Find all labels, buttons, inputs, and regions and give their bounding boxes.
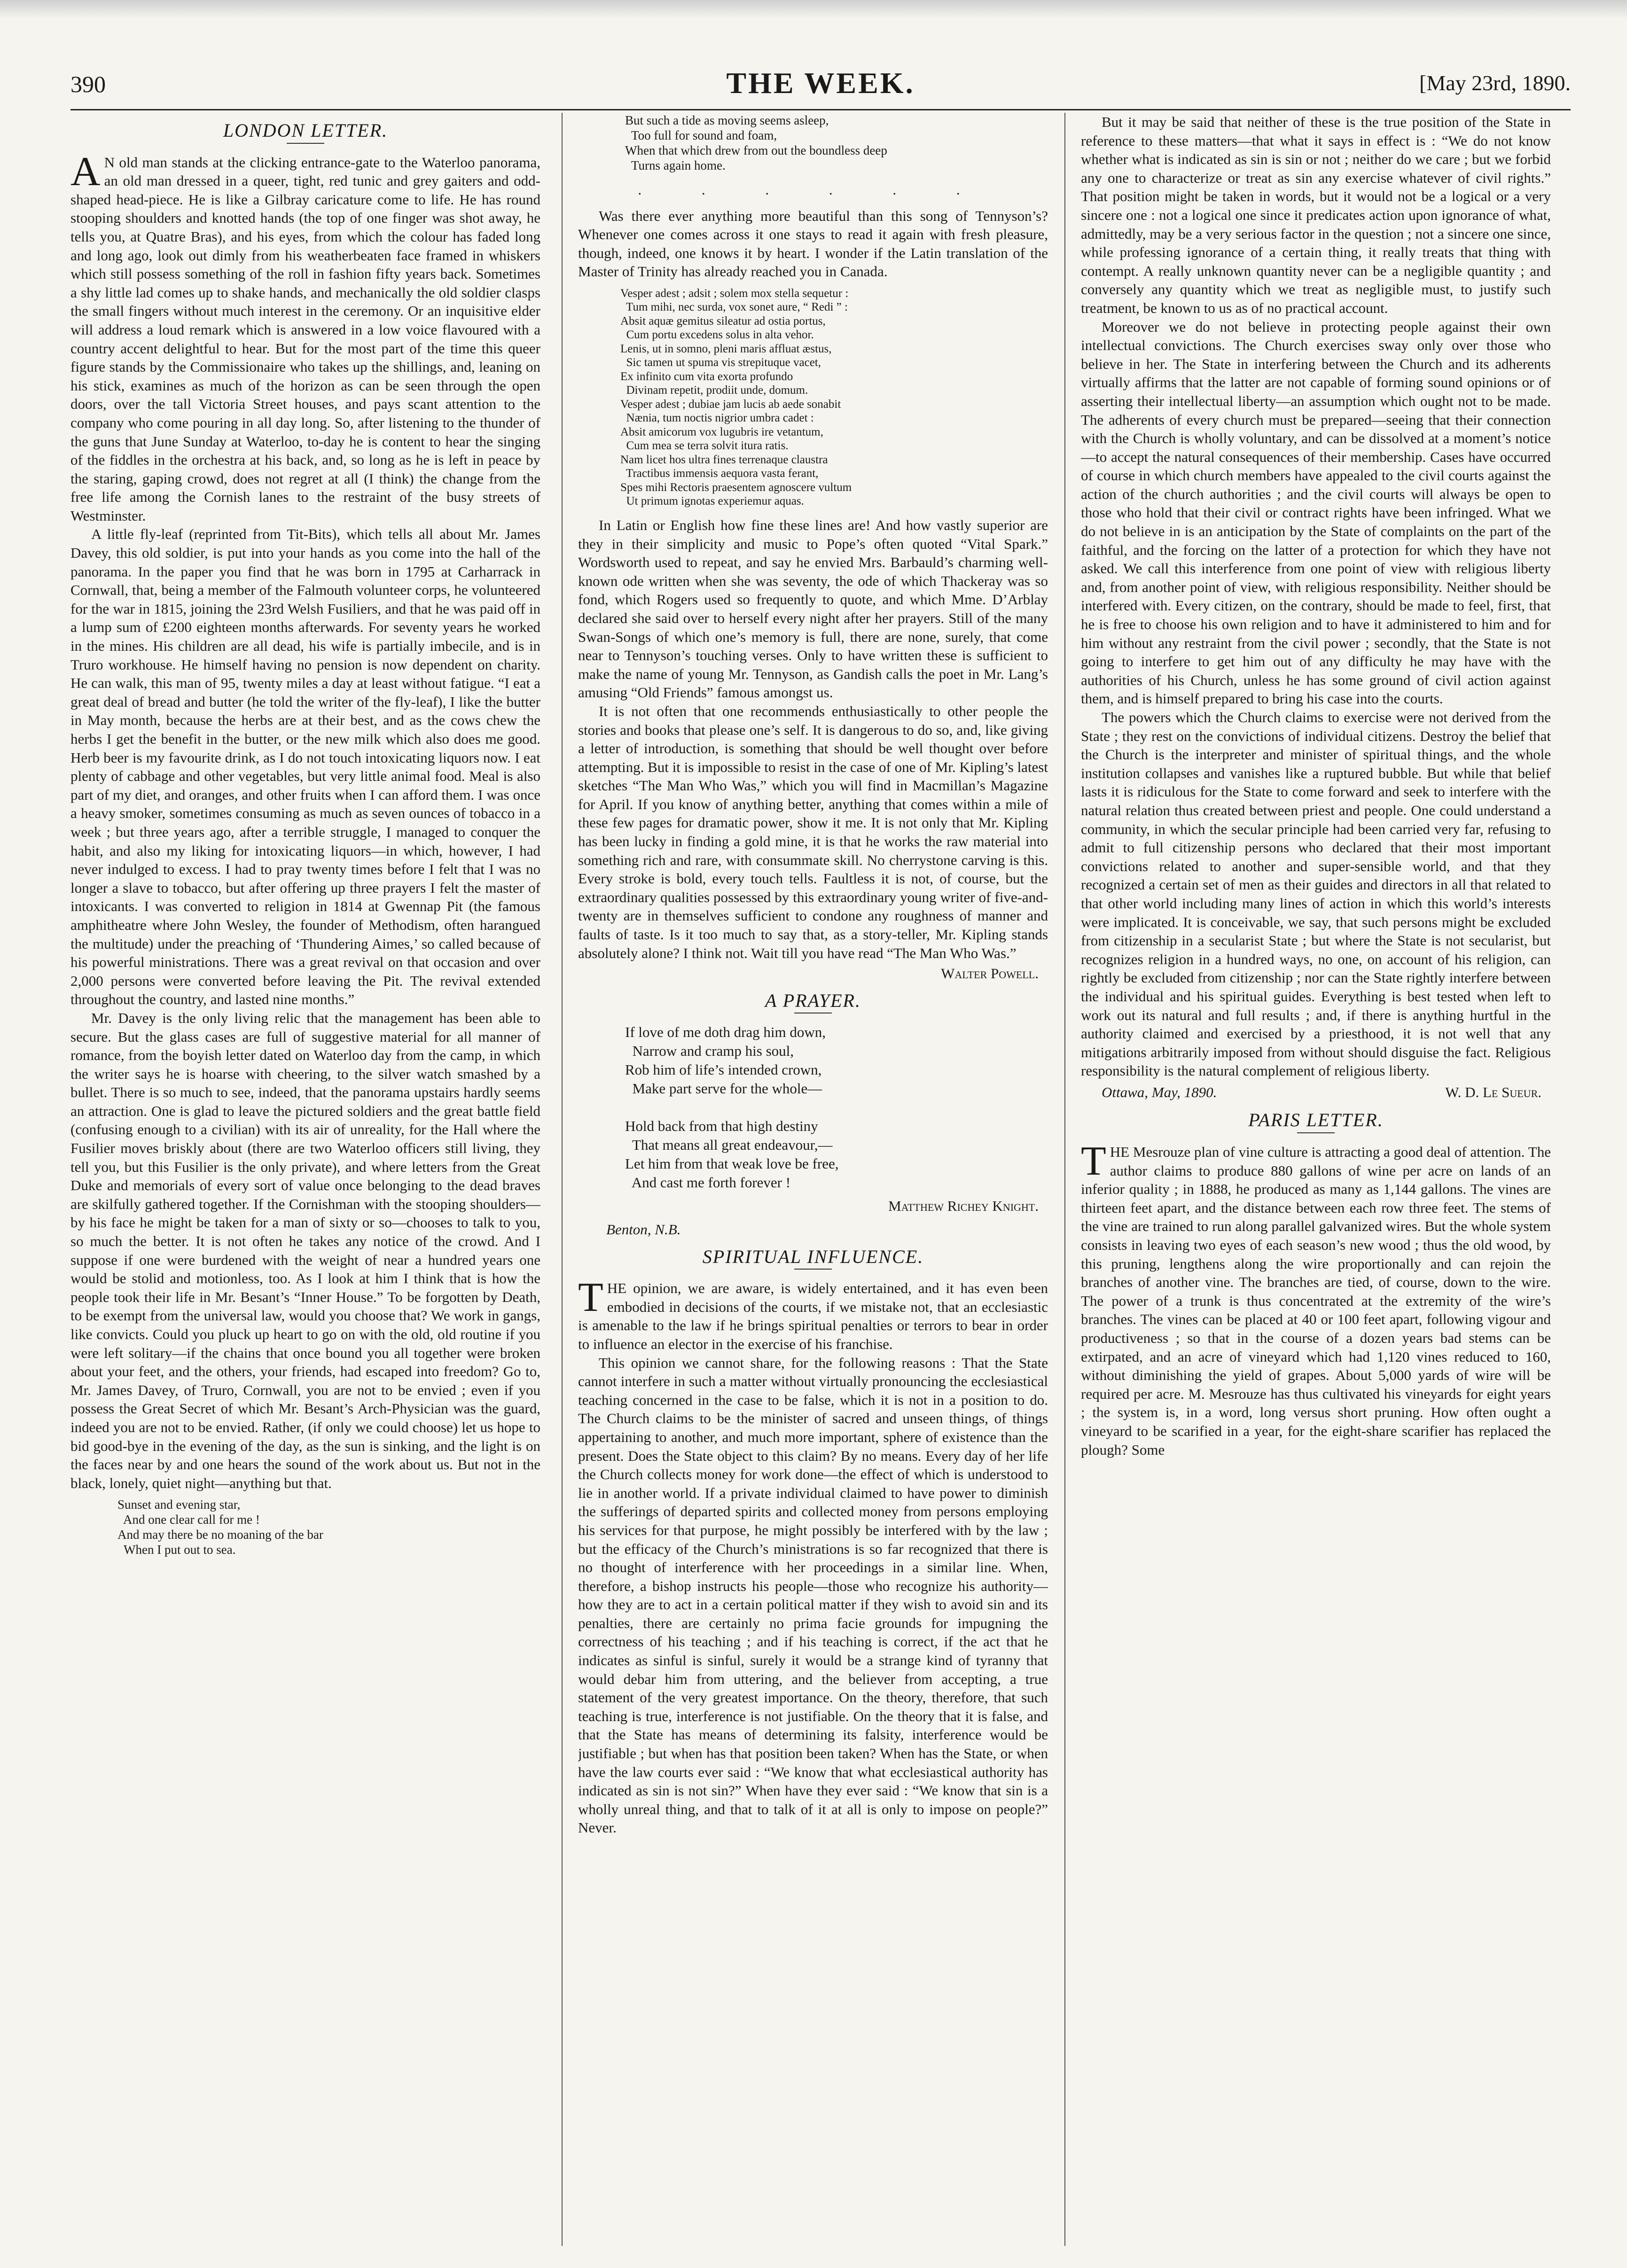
column-2 [578, 113, 1048, 2255]
prayer-title: A PRAYER. [765, 990, 861, 1011]
ellipsis-dots: . . . . . . [638, 181, 988, 198]
london-signature: Walter Powell. [941, 965, 1039, 982]
paris-letter-title: PARIS LETTER. [1248, 1109, 1384, 1131]
spiritual-signature [1081, 1083, 1551, 1102]
issue-date: [May 23rd, 1890. [1419, 71, 1571, 95]
title-rule [1297, 1132, 1335, 1133]
page-number: 390 [70, 71, 106, 97]
latin-translation: Vesper adest ; adsit ; solem mox stella sequetur : Tum mihi, nec surda, vox sonet aure, “ Redi ” : Absit aquæ gemitus sileatur ad ostia portus, Cum portu excedens solus in alta vehor. Lenis, ut in somno, pleni maris affluat æstus, Sic tamen ut spuma vis strepituque vacet, Ex infinito cum vita exorta profundo Divinam repetit, prodiit unde, domum. Vesper adest ; dubiae jam lucis ab aede sonabit Nænia, tum noctis nigrior umbra cadet : Absit amicorum vox lugubris ire vetantum, Cum mea se terra solvit itura ratis. Nam licet hos ultra fines terrenaque claustra Tractibus immensis aequora vasta ferant, Spes mihi Rectoris praesentem agnoscere vultum Ut primum ignotas experiemur aquas. [620, 287, 852, 508]
column-divider [562, 113, 563, 2246]
spiritual-author: W. D. Le Sueur. [1445, 1083, 1541, 1100]
scan-edge [0, 0, 1627, 19]
tennyson-verse-2: But such a tide as moving seems asleep, Too full for sound and foam, When that which drew from out the boundless deep Turns again home. [625, 113, 887, 172]
spiritual-paragraph: The powers which the Church claims to exercise were not derived from the State ; they rest on the convictions of individual citizens. Destroy the belief that the Church is the interpreter and minister of spiritual things, and the whole institution collapses and vanishes like a ruptured bubble. But while that belief lasts it is ridiculous for the State to come forward and seek to interfere with the natural relation thus created between priest and people. One could understand a community, in which the secular principle had been carried very far, refusing to admit to full citizenship persons who declared that their most important convictions related to another and super-sensible world, and that they recognized a certain set of men as their guides and directors in all that related to that other world including many lines of action in which this world’s interests were implicated. It is conceivable, we say, that such persons might be excluded from citizenship in a secularist State ; but where the State is not secularist, but recognizes religion in a hundred ways, no one, on account of his religion, can rightly be excluded from citizenship ; nor can the State rightly interfere between the individual and his spiritual guides. Everything is best tested when left to work out its natural and full results ; and, if there is anything hurtful in the authority claimed and exercised by a priesthood, it is not well that any mitigations arbitrarily imposed from without should disguise the fact. Religious responsibility is the natural complement of religious liberty. [1081, 709, 1551, 1079]
spiritual-paragraph: But it may be said that neither of these is the true position of the State in reference to these matters—that what it says in effect is : “We do not know whether what is indicated as sin is sin or not ; neither do we care ; but we forbid any one to characterize or treat as sin any exercise whatever of civil rights.” That position might be taken in words, but it would not be a logical or a very sincere one : not a logical one since it predicates action upon ignorance of what, admittedly, may be a very serious factor in the question ; not a sincere one since, while professing ignorance of a certain thing, it really treats that thing with contempt. A really unknown quantity never can be a negligible quantity ; and conversely any quantity which we treat as negligible must, to justify such treatment, be known to us as of no practical account. [1081, 114, 1551, 316]
column-divider [1064, 113, 1065, 2246]
prayer-author: Matthew Richey Knight. [888, 1198, 1039, 1215]
spiritual-paragraph: THE opinion, we are aware, is widely entertained, and it has even been embodied in decisions of the courts, if we mistake not, that an ecclesiastic is amenable to the law if he brings spiritual penalties or terrors to bear in order to influence an elector in the exercise of his franchise. [578, 1275, 1048, 1352]
masthead: THE WEEK. [726, 66, 915, 100]
paris-paragraph: THE Mesrouze plan of vine culture is attracting a good deal of attention. The author claims to produce 880 gallons of wine per acre on lands of an inferior quality ; in 1888, he produced as many as 1,144 gallons. The vines are thirteen feet apart, and the distance between each row three feet. The stems of the vine are trained to run along parallel galvanized wires. But the whole system consists in leaving two eyes of each season’s new wood ; thus the old wood, by this pruning, lengthens along the wire proportionally and can rejoin the branches of another vine. The branches are tied, of course, down to the wire. The power of a trunk is thus concentrated at the extremity of the wire’s branches. The vines can be placed at 40 or 100 feet apart, following vigour and productiveness ; so that in the course of a dozen years bad stems can be extirpated, and an acre of vineyard which had 1,120 vines reduced to 160, without diminishing the yield of grapes. About 5,000 yards of wire will be required per acre. M. Mesrouze has thus cultivated his vineyards for eight years ; the system is, in a word, long versus short pruning. How often ought a vineyard to be scarified in a year, for the eight-share scarifier has replaced the plough? Some [1081, 1138, 1551, 1458]
london-paragraph: Mr. Davey is the only living relic that the management has been able to secure. But the glass cases are full of suggestive material for all manner of romance, from the boyish letter dated on Waterloo day from the camp, in which the writer says he is hoarse with cheering, to the silver watch smashed by a bullet. There is so much to see, indeed, that the panorama upstairs hardly seems an attraction. One is glad to leave the pictured soldiers and the great battle field (confusing enough to a civilian) with its air of unreality, for the Hall where the Fusilier moves briskly about (there are two Waterloo officers still living, they tell you, but this Fusilier is the only private), and where letters from the Great Duke and memorials of every sort of value once belonging to the dead braves are skilfully gathered together. If the Cornishman with the stooping shoulders—by his face he might be taken for a man of sixty or so—chooses to talk to you, so much the better. It is not often he takes any notice of the crowd. And I suppose if one were burdened with the weight of near a hundred years one would be stolid and motionless, too. As I look at him I think that is how the people took their life in Mr. Besant’s “Inner House.” To be forgotten by Death, to be exempt from the universal law, would you choose that? We work in gangs, like convicts. Could you pluck up heart to go on with the old, old routine if you were left solitary—if the chains that once bound you all together were broken about your feet, and the others, your friends, had escaped into freedom? Go to, Mr. James Davey, of Truro, Cornwall, you are not to be envied ; even if you possess the Great Secret of which Mr. Besant’s Arch-Physician was the guard, indeed you are not to be envied. Rather, (if only we could choose) let us hope to bid good-bye in the evening of the day, as the sun is sinking, and the light is on the faces near by and one hears the sound of the work about us. But not in the black, lonely, quiet night—anything but that. [70, 1009, 540, 1491]
drop-cap: T [1081, 1138, 1106, 1185]
column-1 [70, 113, 540, 2255]
tennyson-verse-1: Sunset and evening star, And one clear call for me ! And may there be no moaning of the bar When I put out to sea. [117, 1497, 323, 1557]
header-rule [70, 109, 1571, 110]
prayer-poem: If love of me doth drag him down, Narrow and cramp his soul, Rob him of life’s intended crown, Make part serve for the whole— Hold back from that high destiny That means all great endeavour,— Let him from that weak love be free, And cast me forth forever ! [625, 1024, 839, 1191]
london-letter-title: LONDON LETTER. [223, 120, 388, 141]
title-rule [287, 143, 324, 144]
london-paragraph: Was there ever anything more beautiful than this song of Tennyson’s? Whenever one comes across it one stays to read it again with fresh pleasure, though, indeed, one knows it by heart. I wonder if the Latin translation of the Master of Trinity has already reached you in Canada. [578, 207, 1048, 280]
drop-cap: T [578, 1275, 603, 1321]
spiritual-paragraph: This opinion we cannot share, for the following reasons : That the State cannot interfere in such a matter without virtually pronouncing the ecclesiastical teaching concerned in the case to be false, which it is not in a position to do. The Church claims to be the minister of sacred and unseen things, of things appertaining to another, and much more important, sphere of existence than the present. Does the State object to this claim? By no means. Every day of her life the Church collects money for work done—the effect of which is understood to lie in another world. If a private individual claimed to have power to diminish the sufferings of departed spirits and collected money from persons employing his services for that purpose, he might possibly be interfered with by the law ; but the efficacy of the Church’s ministrations is so far recognized that there is no thought of interference with her proceedings in a similar line. When, therefore, a bishop instructs his people—those who recognize his authority—how they are to act in a certain political matter if they wish to avoid sin and its penalties, there are certainly no prima facie grounds for impugning the correctness of his teaching ; and if his teaching is correct, if the act that he indicates as sinful is sinful, surely it would be a strange kind of tyranny that would debar him from uttering, and the believer from accepting, a true statement of the very greatest importance. On the theory, therefore, that such teaching is true, interference is not justifiable. On the theory that it is false, and that the State has means of determining its falsity, interference would be justifiable ; but when has that position been taken? When has the State, or when have the law courts ever said : “We know that what ecclesiastical authority has indicated as sin is not sin?” When have they ever said : “We know that sin is a wholly unreal thing, and that to talk of it at all is only to impose on people?” Never. [578, 1354, 1048, 1836]
column-3 [1081, 113, 1551, 2255]
london-paragraph: A N old man stands at the clicking entrance-gate to the Waterloo panorama, an old man dressed in a queer, tight, red tunic and grey gaiters and odd-shaped head-piece. He is like a Gilbray caricature come to life. He has round stooping shoulders and knotted hands (the top of one finger was shot away, he tells you, at Quatre Bras), and his eyes, from which the colour has faded long and long ago, look out dimly from his weatherbeaten face framed in whiskers which still possess something of the roll in fashion fifty years back. Sometimes a shy little lad comes up to shake hands, and mechanically the old soldier clasps the small fingers without much interest in the ceremony. Or an inquisitive elder will address a loud remark which is answered in a low voice flavoured with a country accent delightful to hear. But for the most part of the time this queer figure stands by the Commissionaire who takes up the shillings, and, leaning on his stick, examines as much of the horizon as can be seen through the open doors, over the tall Victoria Street houses, and pays scant attention to the company who come pouring in all day long. So, after listening to the thunder of the guns that June Sunday at Waterloo, to-day he is content to hear the singing of the fiddles in the orchestra at his back, and, so long as he is left in peace by the staring, gaping crowd, does not regret at all (I think) the change from the free life among the Cornish lanes to the restraint of the busy streets of Westminster. [70, 148, 540, 524]
london-paragraph: It is not often that one recommends enthusiastically to other people the stories and books that please one’s self. It is dangerous to do so, and, like giving a letter of introduction, is something that should be well thought over before attempting. But it is impossible to resist in the case of one of Mr. Kipling’s latest sketches “The Man Who Was,” which you will find in Macmillan’s Magazine for April. If you know of anything better, anything that comes within a mile of these few pages for dramatic power, show it me. It is not only that Mr. Kipling has been lucky in finding a gold mine, it is that he works the raw material into something rich and rare, with consummate skill. No cherrystone carving is this. Every stroke is bold, every touch tells. Faultless it is not, of course, but the extraordinary qualities possessed by this extraordinary young writer of five-and-twenty are in themselves sufficient to condone any roughness of manner and faults of taste. Is it too much to say that, as a story-teller, Mr. Kipling stands absolutely alone? I think not. Wait till you have read “The Man Who Was.” [578, 702, 1048, 961]
london-paragraph: In Latin or English how fine these lines are! And how vastly superior are they in their simplicity and music to Pope’s often quoted “Vital Spark.” Wordsworth used to repeat, and say he envied Mrs. Barbauld’s charming well-known ode written when she was seventy, the ode of which Thackeray was so fond, which Rogers used so frequently to quote, and which Mme. D’Arblay declared she said over to herself every night after her prayers. Still of the many Swan-Songs of which one’s memory is full, there are none, surely, that come near to Tennyson’s touching verses. Only to have written these is sufficient to make the name of young Mr. Tennyson, as Gandish calls the poet in Mr. Lang’s amusing “Old Friends” famous amongst us. [578, 516, 1048, 701]
spiritual-influence-title: SPIRITUAL INFLUENCE. [702, 1246, 924, 1267]
title-rule [794, 1269, 832, 1270]
drop-cap: A [70, 148, 101, 195]
spiritual-paragraph: Moreover we do not believe in protecting people against their own intellectual convictions. The Church exercises sway only over those who believe in her. The State in interfering between the Church and its adherents virtually affirms that the latter are not capable of forming sound opinions or of asserting their intellectual liberty—an assumption which ought not to be made. The adherents of every church must be prepared—seeing that their connection with the Church is wholly voluntary, and can be dissolved at a moment’s notice—to accept the natural consequences of their membership. Cases have occurred of course in which church members have appealed to the civil courts against the action of the church authorities ; and the civil courts will always be open to those who hold that their civil or contract rights have been infringed. What we do not believe in is an anticipation by the State of complaints on the part of the faithful, and the forcing on the latter of a protection for which they have not asked. We call this interference from one point of view with religious liberty and, from another point of view, with religious responsibility. Neither should be interfered with. Every citizen, on the contrary, should be made to feel, first, that he is free to choose his own religion and to have it administered to him and for him without any restraint from the civil power ; secondly, that the State is not going to interfere to get him out of any difficulty he may have with the authorities of his Church, unless he has some ground of civil action against them, and is himself prepared to bring his case into the courts. [1081, 318, 1551, 707]
prayer-place: Benton, N.B. [606, 1221, 681, 1238]
london-paragraph: A little fly-leaf (reprinted from Tit-Bits), which tells all about Mr. James Davey, this old soldier, is put into your hands as you come into the hall of the panorama. In the paper you find that he was born in 1795 at Carharrack in Cornwall, that, being a member of the Falmouth volunteer corps, he volunteered for the war in 1815, joining the 23rd Welsh Fusiliers, and that he was paid off in a lump sum of £200 eighteen months afterwards. For seventy years he worked in the mines. His children are all dead, his wife is partially imbecile, and is in Truro workhouse. He himself having no pension is now dependent on charity. He can walk, this man of 95, twenty miles a day at least without fatigue. “I eat a great deal of bread and butter (he told the writer of the fly-leaf), I like the butter in May month, because the herbs are at their best, and as the cows chew the herbs I get the benefit in the butter, or the new milk which also does me good. Herb beer is my favourite drink, as I do not touch intoxicating liquors now. I eat plenty of cabbage and other vegetables, but very little animal food. Meal is also part of my diet, and oranges, and other fruits when I can afford them. I was once a heavy smoker, sometimes consuming as much as seven ounces of tobacco in a week ; but three years ago, after a terrible struggle, I managed to conquer the habit, and also my liking for intoxicating liquors—in which, however, I had never indulged to excess. I had to pray twenty times before I felt that I was no longer a slave to tobacco, but after offering up three prayers I felt the master of intoxicants. I was converted to religion in 1814 at Gwennap Pit (the famous amphitheatre where John Wesley, the founder of Methodism, often harangued the multitude) under the preaching of ‘Thundering Aimes,’ so called because of his powerful ministrations. There was a great revival on that occasion and over 2,000 persons were converted before leaving the Pit. The revival extended throughout the country, and lasted nine months.” [70, 526, 540, 1008]
spiritual-place: Ottawa, May, 1890. [1102, 1083, 1217, 1100]
